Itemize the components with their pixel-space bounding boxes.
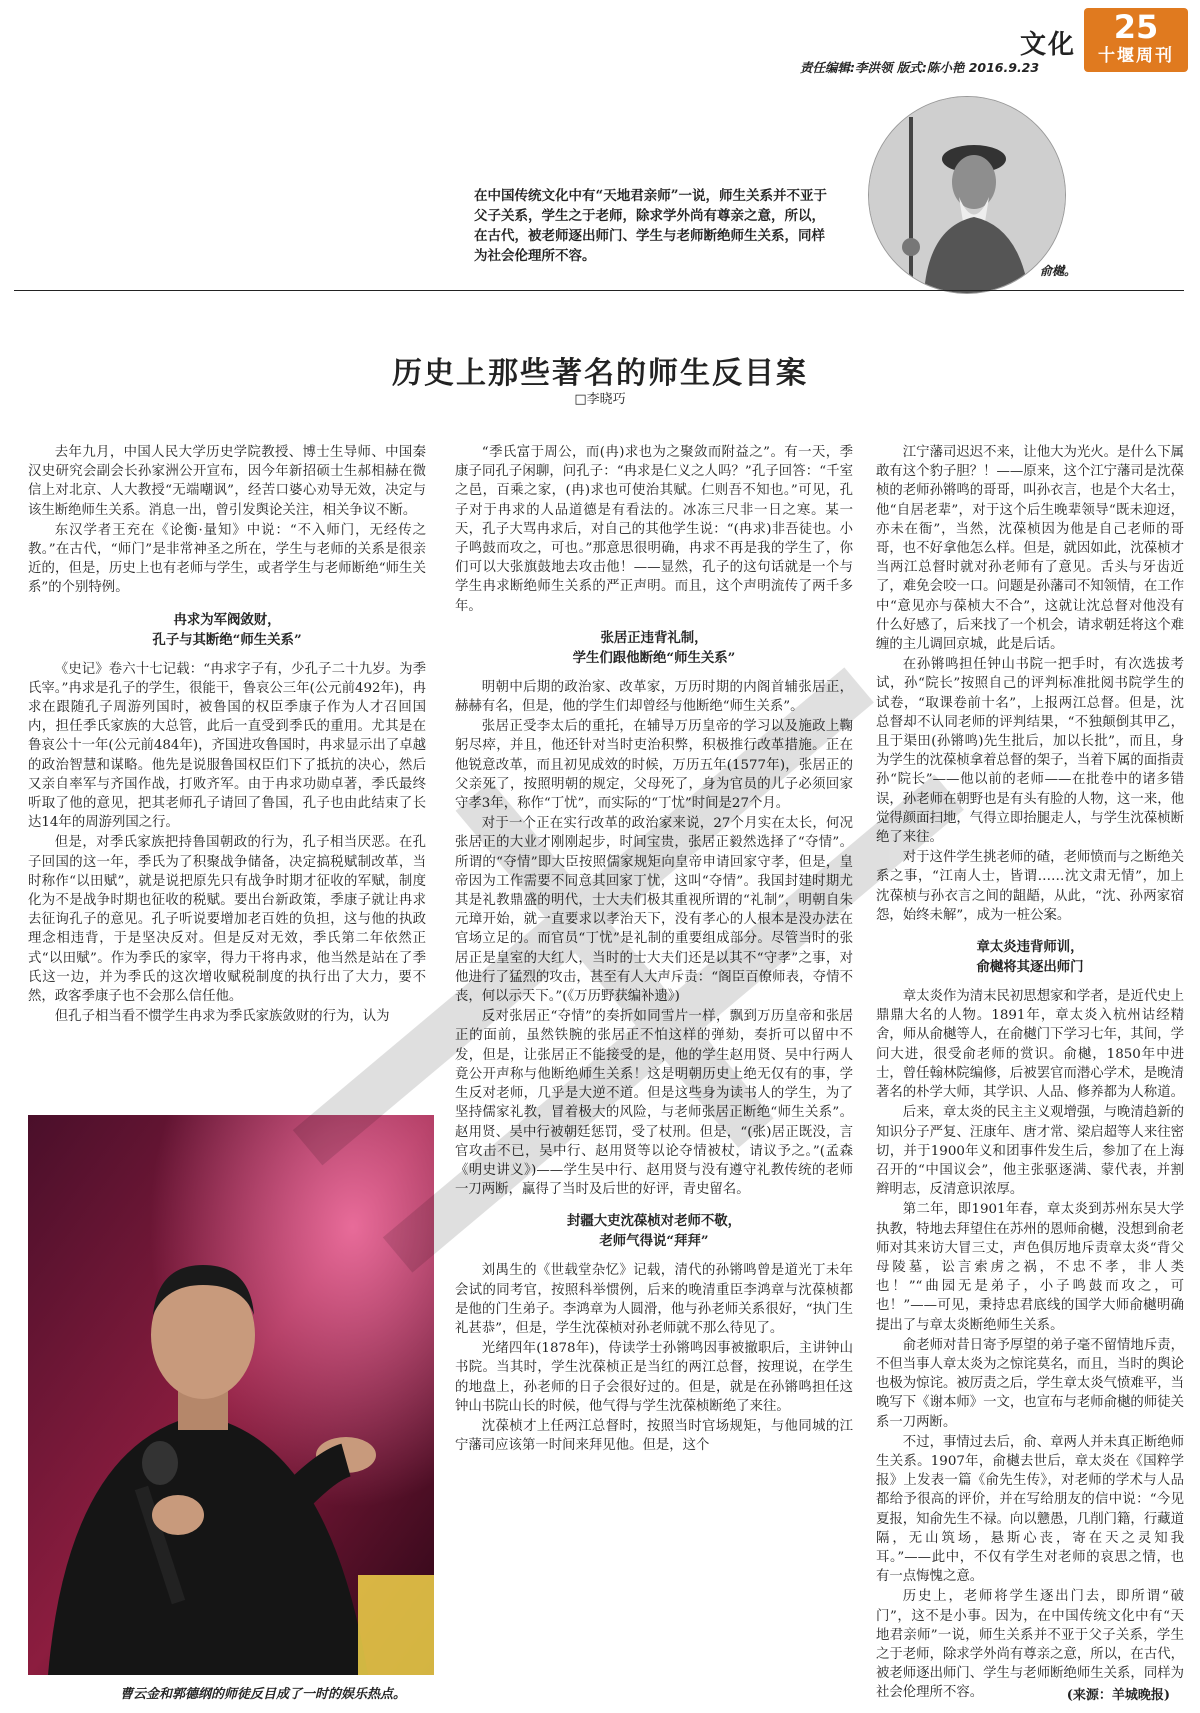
article-source: (来源：羊城晚报) (1066, 1688, 1170, 1703)
subheading-line: 封疆大吏沈葆桢对老师不敬， (566, 1213, 742, 1230)
subheading (28, 610, 426, 650)
paragraph: 俞老师对昔日寄予厚望的弟子毫不留情地斥责，不但当事人章太炎为之惊诧莫名，而且，当时的舆论也极为惊诧。被厉责之后，学生章太炎气愤难平，当晚写下《谢本师》一文，也宣布与老师俞樾的师徒关系一刀两断。 (876, 1337, 1184, 1430)
paragraph: 沈葆桢才上任两江总督时，按照当时官场规矩，与他同城的江宁藩司应该第一时间来拜见他。但是，这个 (455, 1418, 853, 1454)
subheading-line: 孔子与其断绝“师生关系” (152, 631, 302, 648)
lead-paragraph: 在中国传统文化中有“天地君亲师”一说，师生关系并不亚于父子关系，学生之于老师，除求学外尚有尊亲之意，所以，在古代，被老师逐出师门、学生与老师断绝师生关系，同样为社会伦理所不容。 (474, 188, 828, 264)
performer-illustration (28, 1115, 434, 1675)
paragraph: 明朝中后期的政治家、改革家，万历时期的内阁首辅张居正，赫赫有名，但是，他的学生们却曾经与他断绝“师生关系”。 (455, 679, 853, 715)
paragraph: 但是，对季氏家族把持鲁国朝政的行为，孔子相当厌恶。在孔子回国的这一年，季氏为了积聚战争储备，决定搞税赋制改革，当时称作“以田赋”，就是说把原先只有战争时期才征收的军赋，制度化为不是战争时期也征收的税赋。要出台新政策，季康子就让冉求去征询孔子的意见。孔子听说要增加老百姓的负担，这与他的执政理念相违背，于是坚决反对。但是反对无效，季氏第二年依然正式“以田赋”。作为季氏的家宰，得力干将冉求，他当然是站在了季氏这一边，并为季氏的这次增收赋税制度的执行出了大力，要不然，政客季康子也不会那么信任他。 (28, 835, 426, 1005)
subheading (455, 628, 853, 668)
paragraph: 张居正受李太后的重托，在辅导万历皇帝的学习以及施政上鞠躬尽瘁，并且，他还针对当时吏治积弊，积极推行改革措施。正在他锐意改革，而且初见成效的时候，万历五年(1577年)，张居正的父亲死了，按照明朝的规定，父母死了，身为官员的儿子必须回家守孝3年，称作“丁忧”，而实际的“丁忧”时间是27个月。 (455, 719, 853, 812)
article-title: 历史上那些著名的师生反目案 (392, 356, 808, 391)
paragraph: “季氏富于周公，而(冉)求也为之聚敛而附益之”。有一天，季康子同孔子闲聊，问孔子：“冉求是仁义之人吗？”孔子回答：“千室之邑，百乘之家，(冉)求也可使治其赋。仁则吾不知也。”可见，孔子对于冉求的人品道德是有看法的。冰冻三尺非一日之寒。某一天，孔子大骂冉求后，对自己的其他学生说：“(冉求)非吾徒也。小子鸣鼓而攻之，可也。”那意思很明确，冉求不再是我的学生了，你们可以大张旗鼓地去攻击他！——显然，孔子的这句话就是一个与学生冉求断绝师生关系的严正声明。而且，这个声明流传了两千多年。 (455, 445, 853, 614)
editor-credits: 责任编辑:李洪领 版式:陈小艳 2016.9.23 (800, 60, 1040, 75)
subheading (876, 937, 1184, 977)
column-3 (876, 443, 1184, 1704)
subheading-line: 学生们跟他断绝“师生关系” (572, 649, 736, 666)
section-title: 文化 (1020, 30, 1077, 60)
page-number: 25 (1113, 8, 1159, 46)
paragraph: 反对张居正“夺情”的奏折如同雪片一样，飘到万历皇帝和张居正的面前，虽然铁腕的张居正不怕这样的弹劾，奏折可以留中不发，但是，让张居正不能接受的是，他的学生赵用贤、吴中行两人竟公开声称与他断绝师生关系！这是明朝历史上绝无仅有的事，学生反对老师，几乎是大逆不道。但是这些身为读书人的学生，为了坚持儒家礼教，冒着极大的风险，与老师张居正断绝“师生关系”。赵用贤、吴中行被朝廷惩罚，受了杖刑。但是，“(张)居正既没，言官攻击不已，吴中行、赵用贤等以论夺情被杖，请议予之。”(孟森《明史讲义》)——学生吴中行、赵用贤与没有遵守礼教传统的老师一刀两断，赢得了当时及后世的好评，青史留名。 (455, 1009, 853, 1198)
header-divider (14, 290, 1184, 291)
portrait-caption: 俞樾。 (1040, 264, 1077, 278)
column-1 (28, 443, 426, 1027)
paragraph: 后来，章太炎的民主主义观增强，与晚清趋新的知识分子严复、汪康年、唐才常、梁启超等人来往密切，并于1900年义和团事件发生后，参加了在上海召开的“中国议会”，他主张驱逐满、蒙代表，并割辫明志，反清意识浓厚。 (876, 1105, 1184, 1198)
subheading-line: 老师气得说“拜拜” (599, 1233, 709, 1250)
paragraph: 对于一个正在实行改革的政治家来说，27个月实在太长，何况张居正的大业才刚刚起步，时间宝贵，张居正毅然选择了“夺情”。所谓的“夺情”即大臣按照儒家规矩向皇帝申请回家守孝，但是，皇帝因为工作需要不同意其回家丁忧，这叫“夺情”。我国封建时期尤其是礼教鼎盛的明代，士大夫们极其重视所谓的“礼制”，明朝自朱元璋开始，就一直要求以孝治天下，没有孝心的人根本是没办法在官场立足的。而官员“丁忧”是礼制的重要组成部分。尽管当时的张居正是皇室的大红人，当时的士大夫们还是以其不“守孝”之事，对他进行了猛烈的攻击，甚至有人大声斥责：“阁臣百僚师表，夺情不丧，何以示天下。”(《万历野获编补遗》) (455, 816, 853, 1005)
performer-photo (28, 1115, 434, 1675)
paragraph: 对于这件学生挑老师的碴，老师愤而与之断绝关系之事，“江南人士，皆谓……沈文肃无情”，加上沈葆桢与孙衣言之间的龃龉，从此，“沈、孙两家宿怨，始终未解”，成为一桩公案。 (876, 850, 1184, 923)
paragraph: 去年九月，中国人民大学历史学院教授、博士生导师、中国秦汉史研究会副会长孙家洲公开宣布，因今年新招硕士生郝相赫在微信上对北京、人大教授“无端嘲讽”，经苦口婆心劝导无效，决定与该生断绝师生关系。消息一出，曾引发舆论关注，相关争议不断。 (28, 445, 426, 518)
paragraph: 历史上，老师将学生逐出门去，即所谓“破门”，这不是小事。因为，在中国传统文化中有“天地君亲师”一说，师生关系并不亚于父子关系，学生之于老师，除求学外尚有尊亲之意，所以，在古代，被老师逐出师门、学生与老师断绝师生关系，同样为社会伦理所不容。 (876, 1589, 1184, 1701)
subheading-line: 俞樾将其逐出师门 (976, 959, 1084, 976)
subheading-line: 章太炎违背师训， (976, 939, 1084, 956)
column-2 (455, 443, 853, 1456)
subheading-line: 冉求为军阀敛财， (173, 611, 281, 628)
paragraph: 江宁藩司迟迟不来，让他大为光火。是什么下属敢有这个豹子胆？！——原来，这个江宁藩司是沈葆桢的老师孙锵鸣的哥哥，叫孙衣言，也是个大名士，他“自居老辈”，对于这个后生晚辈领导“既未迎迓，亦未在衙”，当然，沈葆桢因为他是自己老师的哥哥，也不好拿他怎么样。但是，就因如此，沈葆桢才当两江总督时就对孙老师有了意见。舌头与牙齿近了，难免会咬一口。问题是孙藩司不知领情，在工作中“意见亦与葆桢大不合”，这就让沈总督对他没有什么好感了，后来找了一个机会，请求朝廷将这个难缠的主儿调回京城，此是后话。 (876, 445, 1184, 653)
paragraph: 《史记》卷六十七记载：“冉求字子有，少孔子二十九岁。为季氏宰。”冉求是孔子的学生，很能干，鲁哀公三年(公元前492年)，冉求在跟随孔子周游列国时，被鲁国的权臣季康子作为人才召回国内，担任季氏家族的大总管，此后一直受到季氏的重用。尤其是在鲁哀公十一年(公元前484年)，齐国进攻鲁国时，冉求显示出了卓越的政治智慧和谋略。他先是说服鲁国权臣们下了抵抗的决心，然后又亲自率军与齐国作战，打败齐军。由于冉求功勋卓著，季氏最终听取了他的意见，把其老师孔子请回了鲁国，孔子也由此结束了长达14年的周游列国之行。 (28, 661, 426, 831)
portrait-photo (868, 96, 1066, 294)
paragraph: 不过，事情过去后，俞、章两人并未真正断绝师生关系。1907年，俞樾去世后，章太炎在《国粹学报》上发表一篇《俞先生传》，对老师的学术与人品都给予很高的评价，并在写给朋友的信中说：“今见夏报，知俞先生不禄。向以戆愚，几削门籍，行藏道隔，无山筑场，悬斯心丧，寄在天之灵知我耳。”——此中，不仅有学生对老师的哀思之情，也有一点悔愧之意。 (876, 1434, 1184, 1585)
portrait-illustration (869, 97, 1065, 293)
paragraph: 刘禺生的《世载堂杂忆》记载，清代的孙锵鸣曾是道光丁未年会试的同考官，按照科举惯例，后来的晚清重臣李鸿章与沈葆桢都是他的门生弟子。李鸿章为人圆滑，他与孙老师关系很好，“执门生礼甚恭”，但是，学生沈葆桢对孙老师就不那么待见了。 (455, 1263, 853, 1336)
paragraph: 章太炎作为清末民初思想家和学者，是近代史上鼎鼎大名的人物。1891年，章太炎入杭州诂经精舍，师从俞樾等人，在俞樾门下学习七年，其间，学问大进，很受俞老师的赏识。俞樾，1850年中进士，曾任翰林院编修，后被罢官而潜心学术，是晚清著名的朴学大师，其学识、人品、修养都为人称道。 (876, 989, 1184, 1101)
subheading-line: 张居正违背礼制， (600, 629, 708, 646)
paragraph: 东汉学者王充在《论衡·量知》中说：“不入师门，无经传之教。”在古代，“师门”是非常神圣之所在，学生与老师的关系是很亲近的，但是，历史上也有老师与学生，或者学生与老师断绝“师生关系”的个别特例。 (28, 522, 426, 596)
paragraph: 在孙锵鸣担任钟山书院一把手时，有次选拔考试，孙“院长”按照自己的评判标准批阅书院学生的试卷，“取课卷前十名”，上报两江总督。但是，沈总督却不认同老师的评判结果，“不独颠倒其甲乙，且于渠田(孙锵鸣)先生批后，加以长批”，而且，身为学生的沈葆桢拿着总督的架子，当着下属的面指责孙“院长”——他以前的老师——在批卷中的诸多错误，孙老师在朝野也是有头有脸的人物，这一来，他觉得颜面扫地，气得立即抬腿走人，与学生沈葆桢断绝了来往。 (876, 657, 1184, 846)
paragraph: 第二年，即1901年春，章太炎到苏州东吴大学执教，特地去拜望住在苏州的恩师俞樾，没想到俞老师对其来访大冒三丈，声色俱厉地斥责章太炎“背父母陵墓，讼言索虏之祸，不忠不孝，非人类也！”“曲园无是弟子，小子鸣鼓而攻之，可也！”——可见，秉持忠君底线的国学大师俞樾明确提出了与章太炎断绝师生关系。 (876, 1202, 1184, 1333)
article-byline: □李晓巧 (574, 392, 626, 407)
subheading (455, 1211, 853, 1251)
paper-brand: 十堰周刊 (1098, 46, 1174, 66)
paragraph: 光绪四年(1878年)，侍读学士孙锵鸣因事被撤职后，主讲钟山书院。当其时，学生沈葆桢正是当红的两江总督，按理说，在学生的地盘上，孙老师的日子会很好过的。但是，就是在孙锵鸣担任这钟山书院山长的时候，他气得与学生沈葆桢断绝了来往。 (455, 1341, 853, 1414)
photo-caption: 曹云金和郭德纲的师徒反目成了一时的娱乐热点。 (120, 1687, 407, 1702)
paragraph: 但孔子相当看不惯学生冉求为季氏家族敛财的行为，认为 (54, 1009, 390, 1025)
page-number-badge (1084, 8, 1188, 72)
